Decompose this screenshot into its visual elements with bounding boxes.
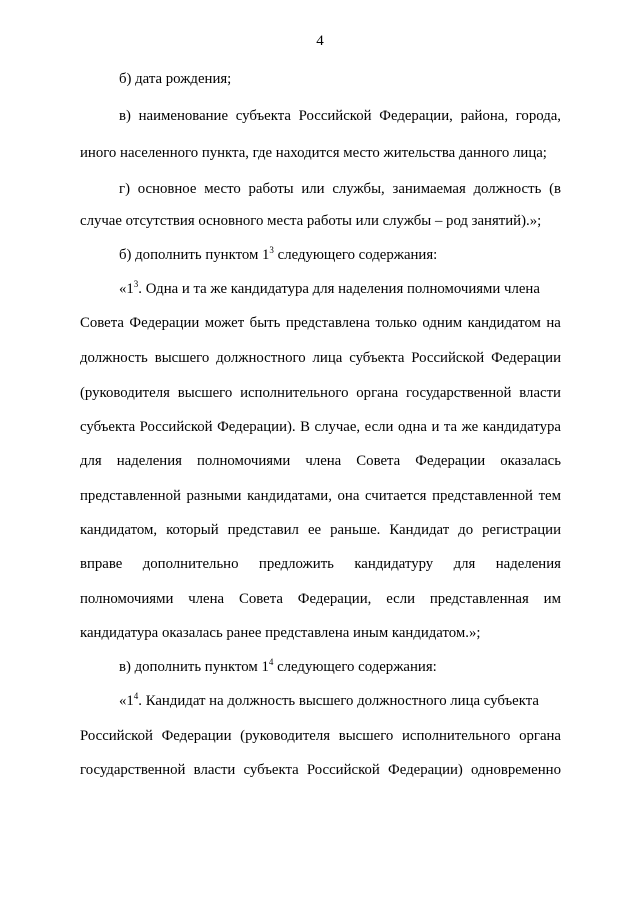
word: ее [307, 522, 322, 538]
word: Федерации [161, 728, 232, 744]
word: занимаемая [392, 181, 466, 197]
word: кандидатами, [247, 488, 332, 504]
word: или [301, 181, 325, 197]
word: кандидатуру [354, 556, 434, 572]
word: власти [519, 385, 561, 401]
word: г) [119, 181, 130, 197]
text-line [119, 692, 561, 710]
word: одновременно [471, 762, 561, 778]
word: службы, [332, 181, 385, 197]
word: наименование [138, 108, 229, 124]
word: же [461, 419, 479, 435]
word: должность [80, 350, 148, 366]
word: им [543, 591, 561, 607]
word: района, [460, 108, 509, 124]
text-line [80, 727, 561, 745]
word: субъекта [80, 419, 136, 435]
text-line [119, 107, 561, 125]
word: полномочиями [196, 453, 291, 469]
word: государственной [406, 385, 512, 401]
word: должность [473, 181, 542, 197]
text-fragment: . Кандидат на должность высшего должностного лица субъекта [138, 693, 539, 709]
superscript: 3 [133, 279, 139, 289]
text-line: кандидатура оказалась ранее представлена иным кандидатом.»; [80, 625, 481, 641]
word: представленной [80, 488, 181, 504]
text-line [119, 280, 561, 298]
text-line: случае отсутствия основного места работы или службы – род занятий).»; [80, 213, 542, 229]
text-fragment: следующего содержания: [273, 247, 438, 263]
word: представлена [285, 315, 371, 331]
word: место [204, 181, 241, 197]
word: который [166, 522, 219, 538]
word: полномочиями [80, 591, 174, 607]
word: лица [312, 350, 343, 366]
word: кандидатура [482, 419, 561, 435]
word: та [443, 419, 458, 435]
word: города, [515, 108, 561, 124]
word: В [300, 419, 310, 435]
word: на [546, 315, 561, 331]
word: Федерации, [379, 108, 453, 124]
word: власти [193, 762, 236, 778]
word: Федерации [491, 350, 561, 366]
word: только [375, 315, 417, 331]
text-line [80, 590, 561, 608]
word: оказалась [500, 453, 561, 469]
word: Российской [306, 762, 380, 778]
word: члена [305, 453, 342, 469]
word: тем [538, 488, 561, 504]
word: вправе [80, 556, 123, 572]
word: представил [227, 522, 299, 538]
word: Совета [80, 315, 124, 331]
word: наделения [495, 556, 561, 572]
word: члена [188, 591, 225, 607]
word: работы [248, 181, 294, 197]
word: раньше. [330, 522, 381, 538]
word: одним [422, 315, 463, 331]
text-fragment: «1 [119, 281, 134, 297]
superscript: 3 [269, 245, 274, 255]
word: Российской [298, 108, 372, 124]
word: Кандидат [389, 522, 450, 538]
word: разными [186, 488, 242, 504]
word: Российской [80, 728, 153, 744]
word: для [80, 453, 102, 469]
text-fragment: б) дополнить пунктом 1 [119, 247, 270, 263]
text-line [80, 521, 561, 539]
word: наделения [116, 453, 182, 469]
text-line [80, 761, 561, 779]
word: в) [119, 108, 131, 124]
text-fragment: в) дополнить пунктом 1 [119, 659, 269, 675]
text-line [80, 384, 561, 402]
text-line [119, 180, 561, 198]
word: Российской [139, 419, 213, 435]
word: предложить [258, 556, 334, 572]
word: государственной [80, 762, 186, 778]
word: представленной [432, 488, 533, 504]
text-line [80, 452, 561, 470]
word: должностного [216, 350, 306, 366]
text-line [80, 314, 561, 332]
word: Федерации) [388, 762, 463, 778]
text-fragment: . Одна и та же кандидатура для наделения полномочиями члена [138, 281, 540, 297]
word: Федерации [415, 453, 486, 469]
text-line [119, 246, 561, 264]
text-line [80, 487, 561, 505]
word: Федерации). [217, 419, 296, 435]
text-line [80, 349, 561, 367]
word: высшего [154, 350, 210, 366]
word: быть [249, 315, 281, 331]
word: (руководителя [240, 728, 331, 744]
word: кандидатом, [80, 522, 158, 538]
word: Совета [238, 591, 283, 607]
word: Совета [356, 453, 401, 469]
superscript: 4 [268, 657, 274, 667]
word: и [431, 419, 440, 435]
word: высшего [177, 385, 233, 401]
word: если [386, 591, 415, 607]
text-line [119, 658, 561, 676]
word: основное [137, 181, 197, 197]
word: регистрации [482, 522, 561, 538]
word: субъекта [235, 108, 291, 124]
text-line [80, 418, 561, 436]
word: дополнительно [142, 556, 239, 572]
word: Российской [411, 350, 485, 366]
word: субъекта [243, 762, 299, 778]
word: исполнительного [240, 385, 349, 401]
word: (в [549, 181, 561, 197]
word: субъекта [349, 350, 405, 366]
word: может [204, 315, 245, 331]
word: исполнительного [401, 728, 511, 744]
word: представленная [429, 591, 529, 607]
word: случае, [314, 419, 361, 435]
text-fragment: «1 [119, 693, 134, 709]
word: она [337, 488, 360, 504]
word: органа [519, 728, 561, 744]
page-number: 4 [316, 33, 324, 49]
word: высшего [338, 728, 394, 744]
word: кандидатом [467, 315, 541, 331]
word: одна [397, 419, 427, 435]
word: органа [356, 385, 399, 401]
text-line [80, 555, 561, 573]
word: Федерации [129, 315, 200, 331]
word: до [458, 522, 474, 538]
text-fragment: следующего содержания: [273, 659, 437, 675]
superscript: 4 [133, 691, 139, 701]
text-line: иного населенного пункта, где находится место жительства данного лица; [80, 145, 547, 161]
word: считается [365, 488, 427, 504]
word: для [453, 556, 476, 572]
word: если [364, 419, 394, 435]
text-line: б) дата рождения; [119, 71, 232, 87]
word: (руководителя [80, 385, 170, 401]
word: Федерации, [297, 591, 372, 607]
